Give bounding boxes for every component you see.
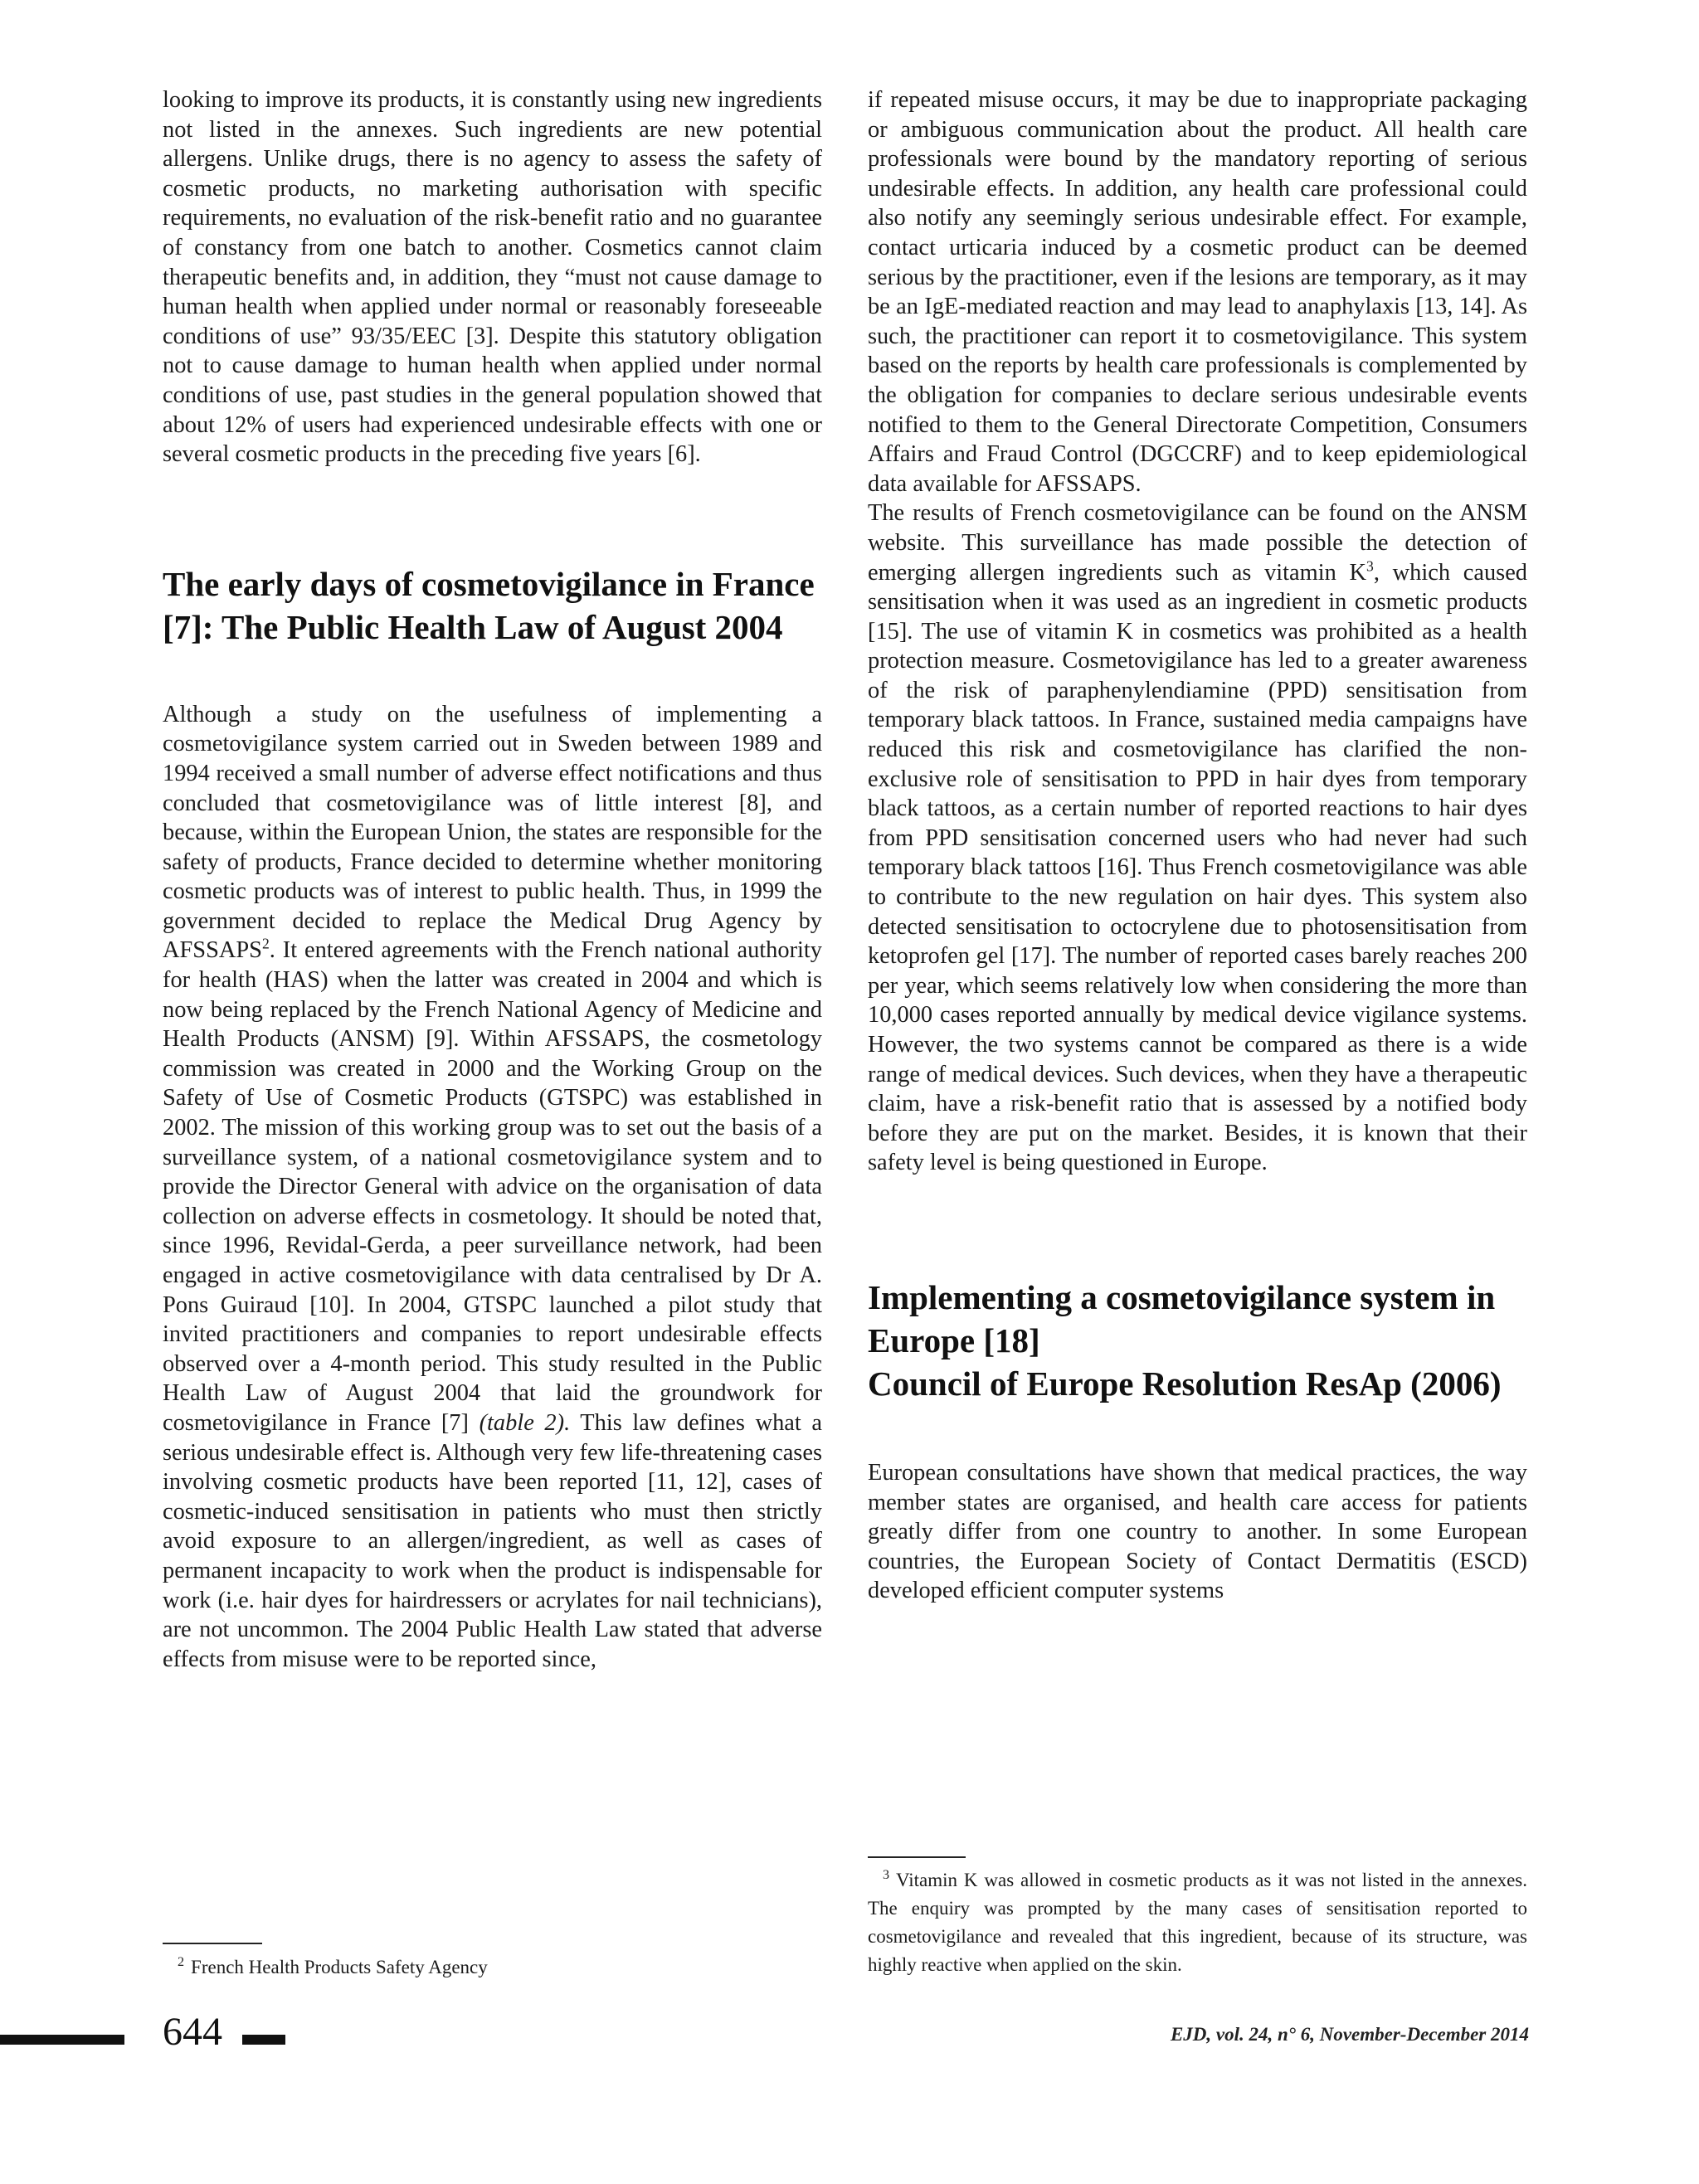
paragraph-text: This law defines what a serious undesirable effect is. Although very few life-threatening cases involving cosmetic products have been reported [11, 12], cases of cosmetic-induced sensitisation in patients who must then strictly avoid exposure to an allergen/ingredient, as well as cases of permanent incapacity to work when the product is indispensable for work (i.e. hair dyes for hairdressers or acrylates for nail technicians), are not uncommon. The 2004 Public Health Law stated that adverse effects from misuse were to be reported since, — [163, 1409, 822, 1672]
body-paragraph — [868, 499, 1527, 1178]
footnote-ref: 2 — [261, 936, 270, 952]
body-paragraph — [163, 700, 822, 1675]
footnote-2 — [163, 1953, 822, 1982]
paragraph-text: , which caused sensitisation when it was used as an ingredient in cosmetic products [15]. The use of vitamin K in cosmetics was prohibited as a health protection measure. Cosmetovigilance has led to a greater awareness of the risk of paraphenylendiamine (PPD) sensitisation from temporary black tattoos. In France, sustained media campaigns have reduced this risk and cosmetovigilance has clarified the non-exclusive role of sensitisation to PPD in hair dyes from temporary black tattoos, as a certain number of reported reactions to hair dyes from PPD sensitisation concerned users who had never had such temporary black tattoos [16]. Thus French cosmetovigilance was able to contribute to the new regulation on hair dyes. This system also detected sensitisation to octocrylene due to photosensitisation from ketoprofen gel [17]. The number of reported cases barely reaches 200 per year, which seems relatively low when considering the more than 10,000 cases reported annually by medical device vigilance systems. However, the two systems cannot be compared as there is a wide range of medical devices. Such devices, when they have a therapeutic claim, have a risk-benefit ratio that is assessed by a notified body before they are put on the market. Besides, it is known that their safety level is being questioned in Europe. — [868, 559, 1527, 1176]
footer-bar-right — [242, 2035, 285, 2045]
paragraph-text: . It entered agreements with the French national authority for health (HAS) when the latter was created in 2004 and which is now being replaced by the French National Agency of Medicine and Health Products (ANSM) [9]. Within AFSSAPS, the cosmetology commission was created in 2000 and the Working Group on the Safety of Use of Cosmetic Products (GTSPC) was established in 2002. The mission of this working group was to set out the basis of a surveillance system, of a national cosmetovigilance system and to provide the Director General with advice on the organisation of data collection on adverse effects in cosmetology. It should be noted that, since 1996, Revidal-Gerda, a peer surveillance network, had been engaged in active cosmetovigilance with data centralised by Dr A. Pons Guiraud [10]. In 2004, GTSPC launched a pilot study that invited practitioners and companies to report undesirable effects observed over a 4-month period. This study resulted in the Public Health Law of August 2004 that laid the groundwork for cosmetovigilance in France [7] — [163, 937, 822, 1436]
footnote-rule — [868, 1856, 966, 1858]
left-column — [163, 85, 822, 1674]
body-paragraph: European consultations have shown that medical practices, the way member states are organised, and health care access for patients greatly differ from one country to another. In some European countries, the European Society of Contact Dermatitis (ESCD) developed efficient computer systems — [868, 1459, 1527, 1604]
paragraph-text: Although a study on the usefulness of implementing a cosmetovigilance system carried out in Sweden between 1989 and 1994 received a small number of adverse effect notifications and thus concluded that cosmetovigilance was of little interest [8], and because, within the European Union, the states are responsible for the safety of products, France decided to determine whether monitoring cosmetic products was of interest to public health. Thus, in 1999 the government decided to replace the Medical Drug Agency by AFSSAPS — [163, 701, 822, 964]
footnote-number: 2 — [178, 1955, 185, 1970]
footnote-text: Vitamin K was allowed in cosmetic products as it was not listed in the annexes. The enquiry was prompted by the many cases of sensitisation reported to cosmetovigilance and revealed that this ingredient, because of its structure, was highly reactive when applied on the skin. — [868, 1870, 1527, 1975]
footnote-text: French Health Products Safety Agency — [191, 1957, 488, 1977]
table-reference: (table 2). — [479, 1409, 571, 1436]
paragraph-text: The results of French cosmetovigilance can be found on the ANSM website. This surveillance has made possible the detection of emerging allergen ingredients such as vitamin K — [868, 500, 1527, 586]
body-paragraph: looking to improve its products, it is constantly using new ingredients not listed in the annexes. Such ingredients are new potential allergens. Unlike drugs, there is no agency to assess the safety of cosmetic products, no marketing authorisation with specific requirements, no evaluation of the risk-benefit ratio and no guarantee of constancy from one batch to another. Cosmetics cannot claim therapeutic benefits and, in addition, they “must not cause damage to human health when applied under normal or reasonably foreseeable conditions of use” 93/35/EEC [3]. Despite this statutory obligation not to cause damage to human health when applied under normal conditions of use, past studies in the general population showed that about 12% of users had experienced undesirable effects with one or several cosmetic products in the preceding five years [6]. — [163, 87, 822, 468]
footnote-number: 3 — [883, 1868, 890, 1883]
body-paragraph: if repeated misuse occurs, it may be due to inappropriate packaging or ambiguous communication about the product. All health care professionals were bound by the mandatory reporting of serious undesirable effects. In addition, any health care professional could also notify any seemingly serious undesirable effect. For example, contact urticaria induced by a cosmetic product can be deemed serious by the practitioner, even if the lesions are temporary, as it may be an IgE-mediated reaction and may lead to anaphylaxis [13, 14]. As such, the practitioner can report it to cosmetovigilance. This system based on the reports by health care professionals is complemented by the obligation for companies to declare serious undesirable events notified to them to the General Directorate Competition, Consumers Affairs and Fraud Control (DGCCRF) and to keep epidemiological data available for AFSSAPS. — [868, 87, 1527, 497]
footnote-ref: 3 — [1366, 557, 1374, 575]
section-heading-implementing — [868, 1276, 1527, 1405]
journal-citation: EJD, vol. 24, n° 6, November-December 2014 — [1170, 2024, 1529, 2045]
heading-line: Council of Europe Resolution ResAp (2006) — [868, 1364, 1502, 1403]
footnote-rule — [163, 1943, 262, 1944]
right-column — [868, 85, 1527, 1606]
heading-line: Implementing a cosmetovigilance system in Europe [18] — [868, 1277, 1496, 1360]
footer-bar-left — [0, 2035, 124, 2045]
page-number: 644 — [163, 2010, 222, 2054]
section-heading-early-days: The early days of cosmetovigilance in France [7]: The Public Health Law of August 2004 — [163, 564, 815, 646]
footnote-3 — [868, 1866, 1527, 1979]
